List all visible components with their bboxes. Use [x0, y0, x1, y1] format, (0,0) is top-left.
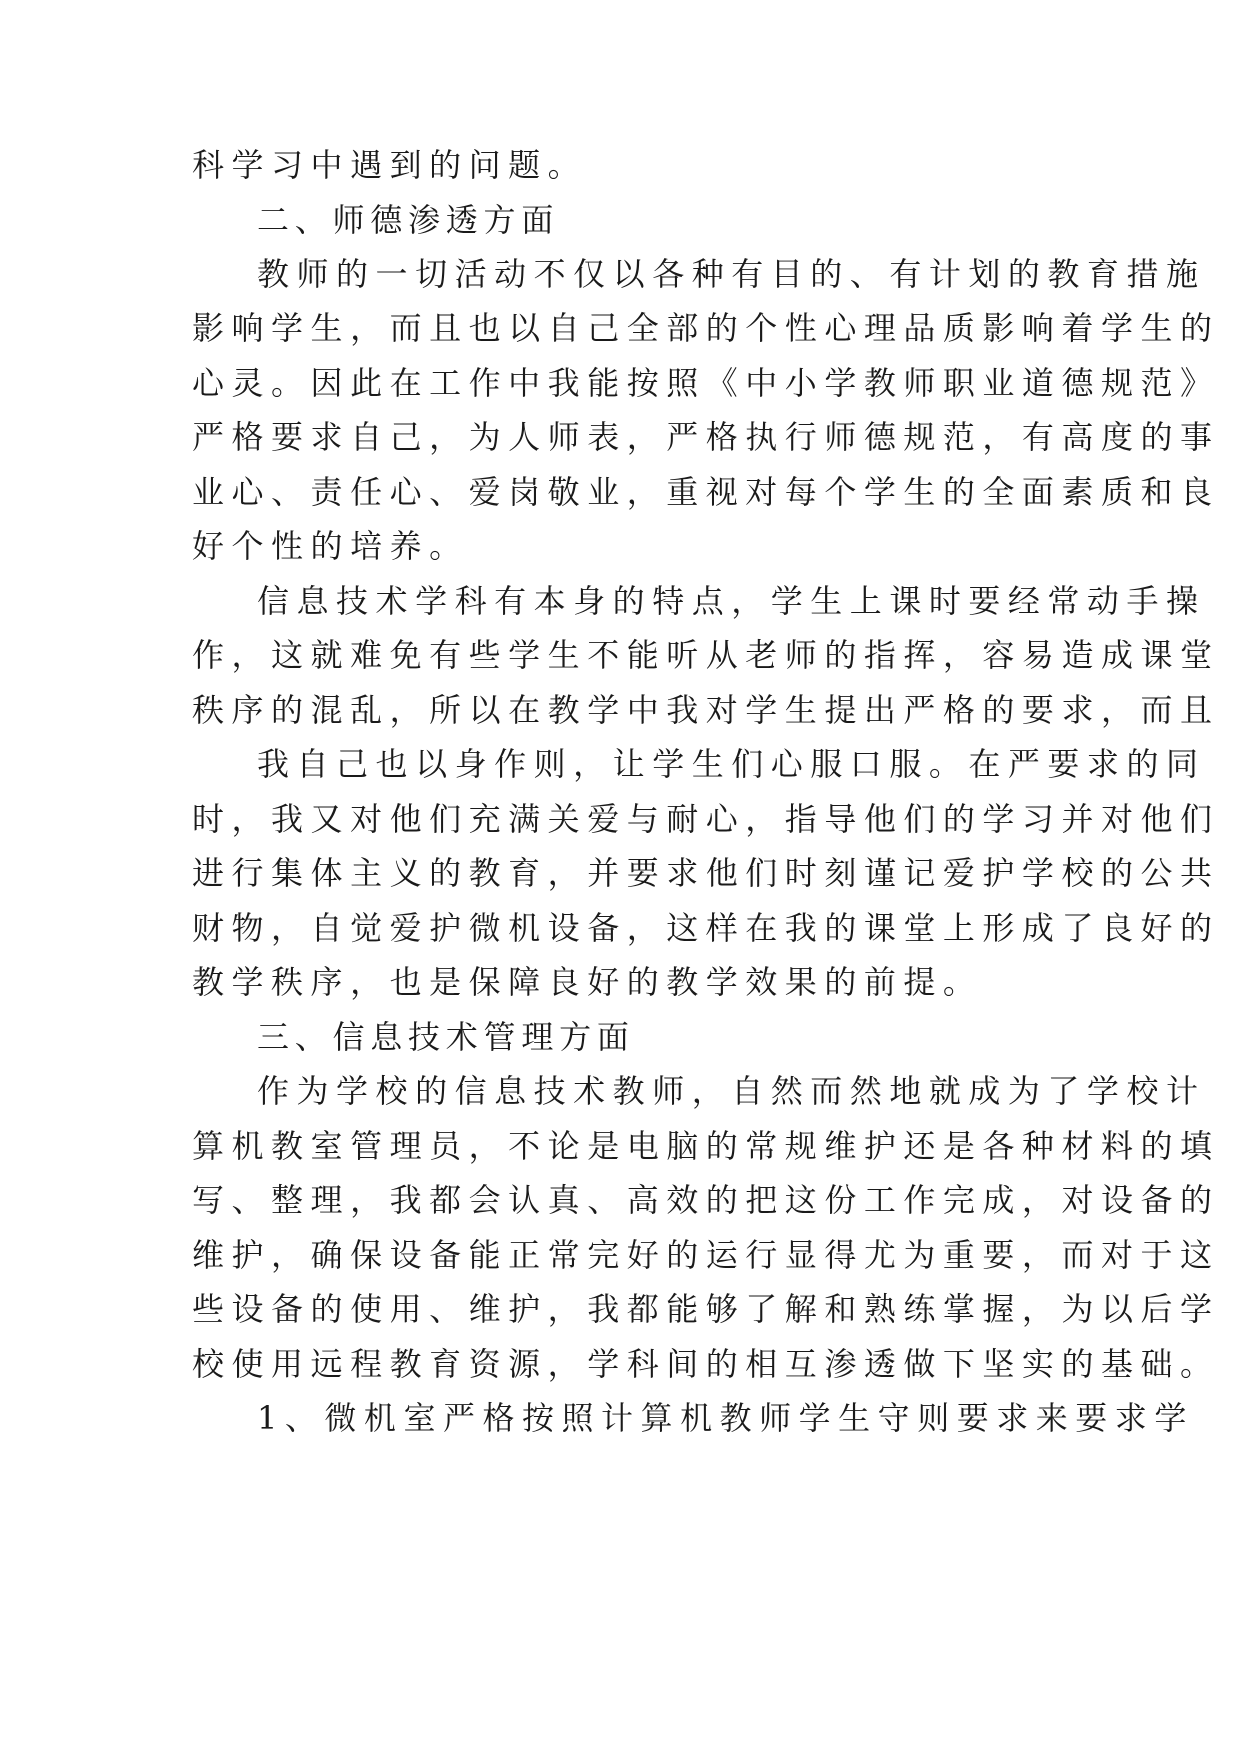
text-line: 些设备的使用、维护，我都能够了解和熟练掌握，为以后学 [192, 1290, 1220, 1328]
section-heading: 三、信息技术管理方面 [257, 1018, 635, 1056]
text-line: 业心、责任心、爱岗敬业，重视对每个学生的全面素质和良 [192, 473, 1220, 511]
text-line: 作为学校的信息技术教师，自然而然地就成为了学校计 [257, 1072, 1206, 1110]
text-line: 进行集体主义的教育，并要求他们时刻谨记爱护学校的公共 [192, 854, 1220, 892]
section-heading: 二、师德渗透方面 [257, 201, 560, 239]
text-line: 时，我又对他们充满关爱与耐心，指导他们的学习并对他们 [192, 800, 1220, 838]
text-line: 财物，自觉爱护微机设备，这样在我的课堂上形成了良好的 [192, 909, 1220, 947]
text-line: 我自己也以身作则，让学生们心服口服。在严要求的同 [257, 745, 1206, 783]
text-line: 教师的一切活动不仅以各种有目的、有计划的教育措施 [257, 255, 1206, 293]
text-line: 维护，确保设备能正常完好的运行显得尤为重要，而对于这 [192, 1236, 1220, 1274]
text-line: 校使用远程教育资源，学科间的相互渗透做下坚实的基础。 [192, 1345, 1220, 1383]
text-line: 好个性的培养。 [192, 527, 469, 565]
text-line: 教学秩序，也是保障良好的教学效果的前提。 [192, 963, 983, 1001]
text-line: 1、微机室严格按照计算机教师学生守则要求来要求学 [257, 1399, 1194, 1437]
text-line: 科学习中遇到的问题。 [192, 146, 588, 184]
text-line: 写、整理，我都会认真、高效的把这份工作完成，对设备的 [192, 1181, 1220, 1219]
text-line: 严格要求自己，为人师表，严格执行师德规范，有高度的事 [192, 418, 1220, 456]
text-line: 影响学生，而且也以自己全部的个性心理品质影响着学生的 [192, 309, 1220, 347]
text-line: 作，这就难免有些学生不能听从老师的指挥，容易造成课堂 [192, 636, 1220, 674]
text-line: 秩序的混乱，所以在教学中我对学生提出严格的要求，而且 [192, 691, 1220, 729]
text-line: 算机教室管理员，不论是电脑的常规维护还是各种材料的填 [192, 1127, 1220, 1165]
text-line: 信息技术学科有本身的特点，学生上课时要经常动手操 [257, 582, 1206, 620]
text-line: 心灵。因此在工作中我能按照《中小学教师职业道德规范》 [192, 364, 1220, 402]
